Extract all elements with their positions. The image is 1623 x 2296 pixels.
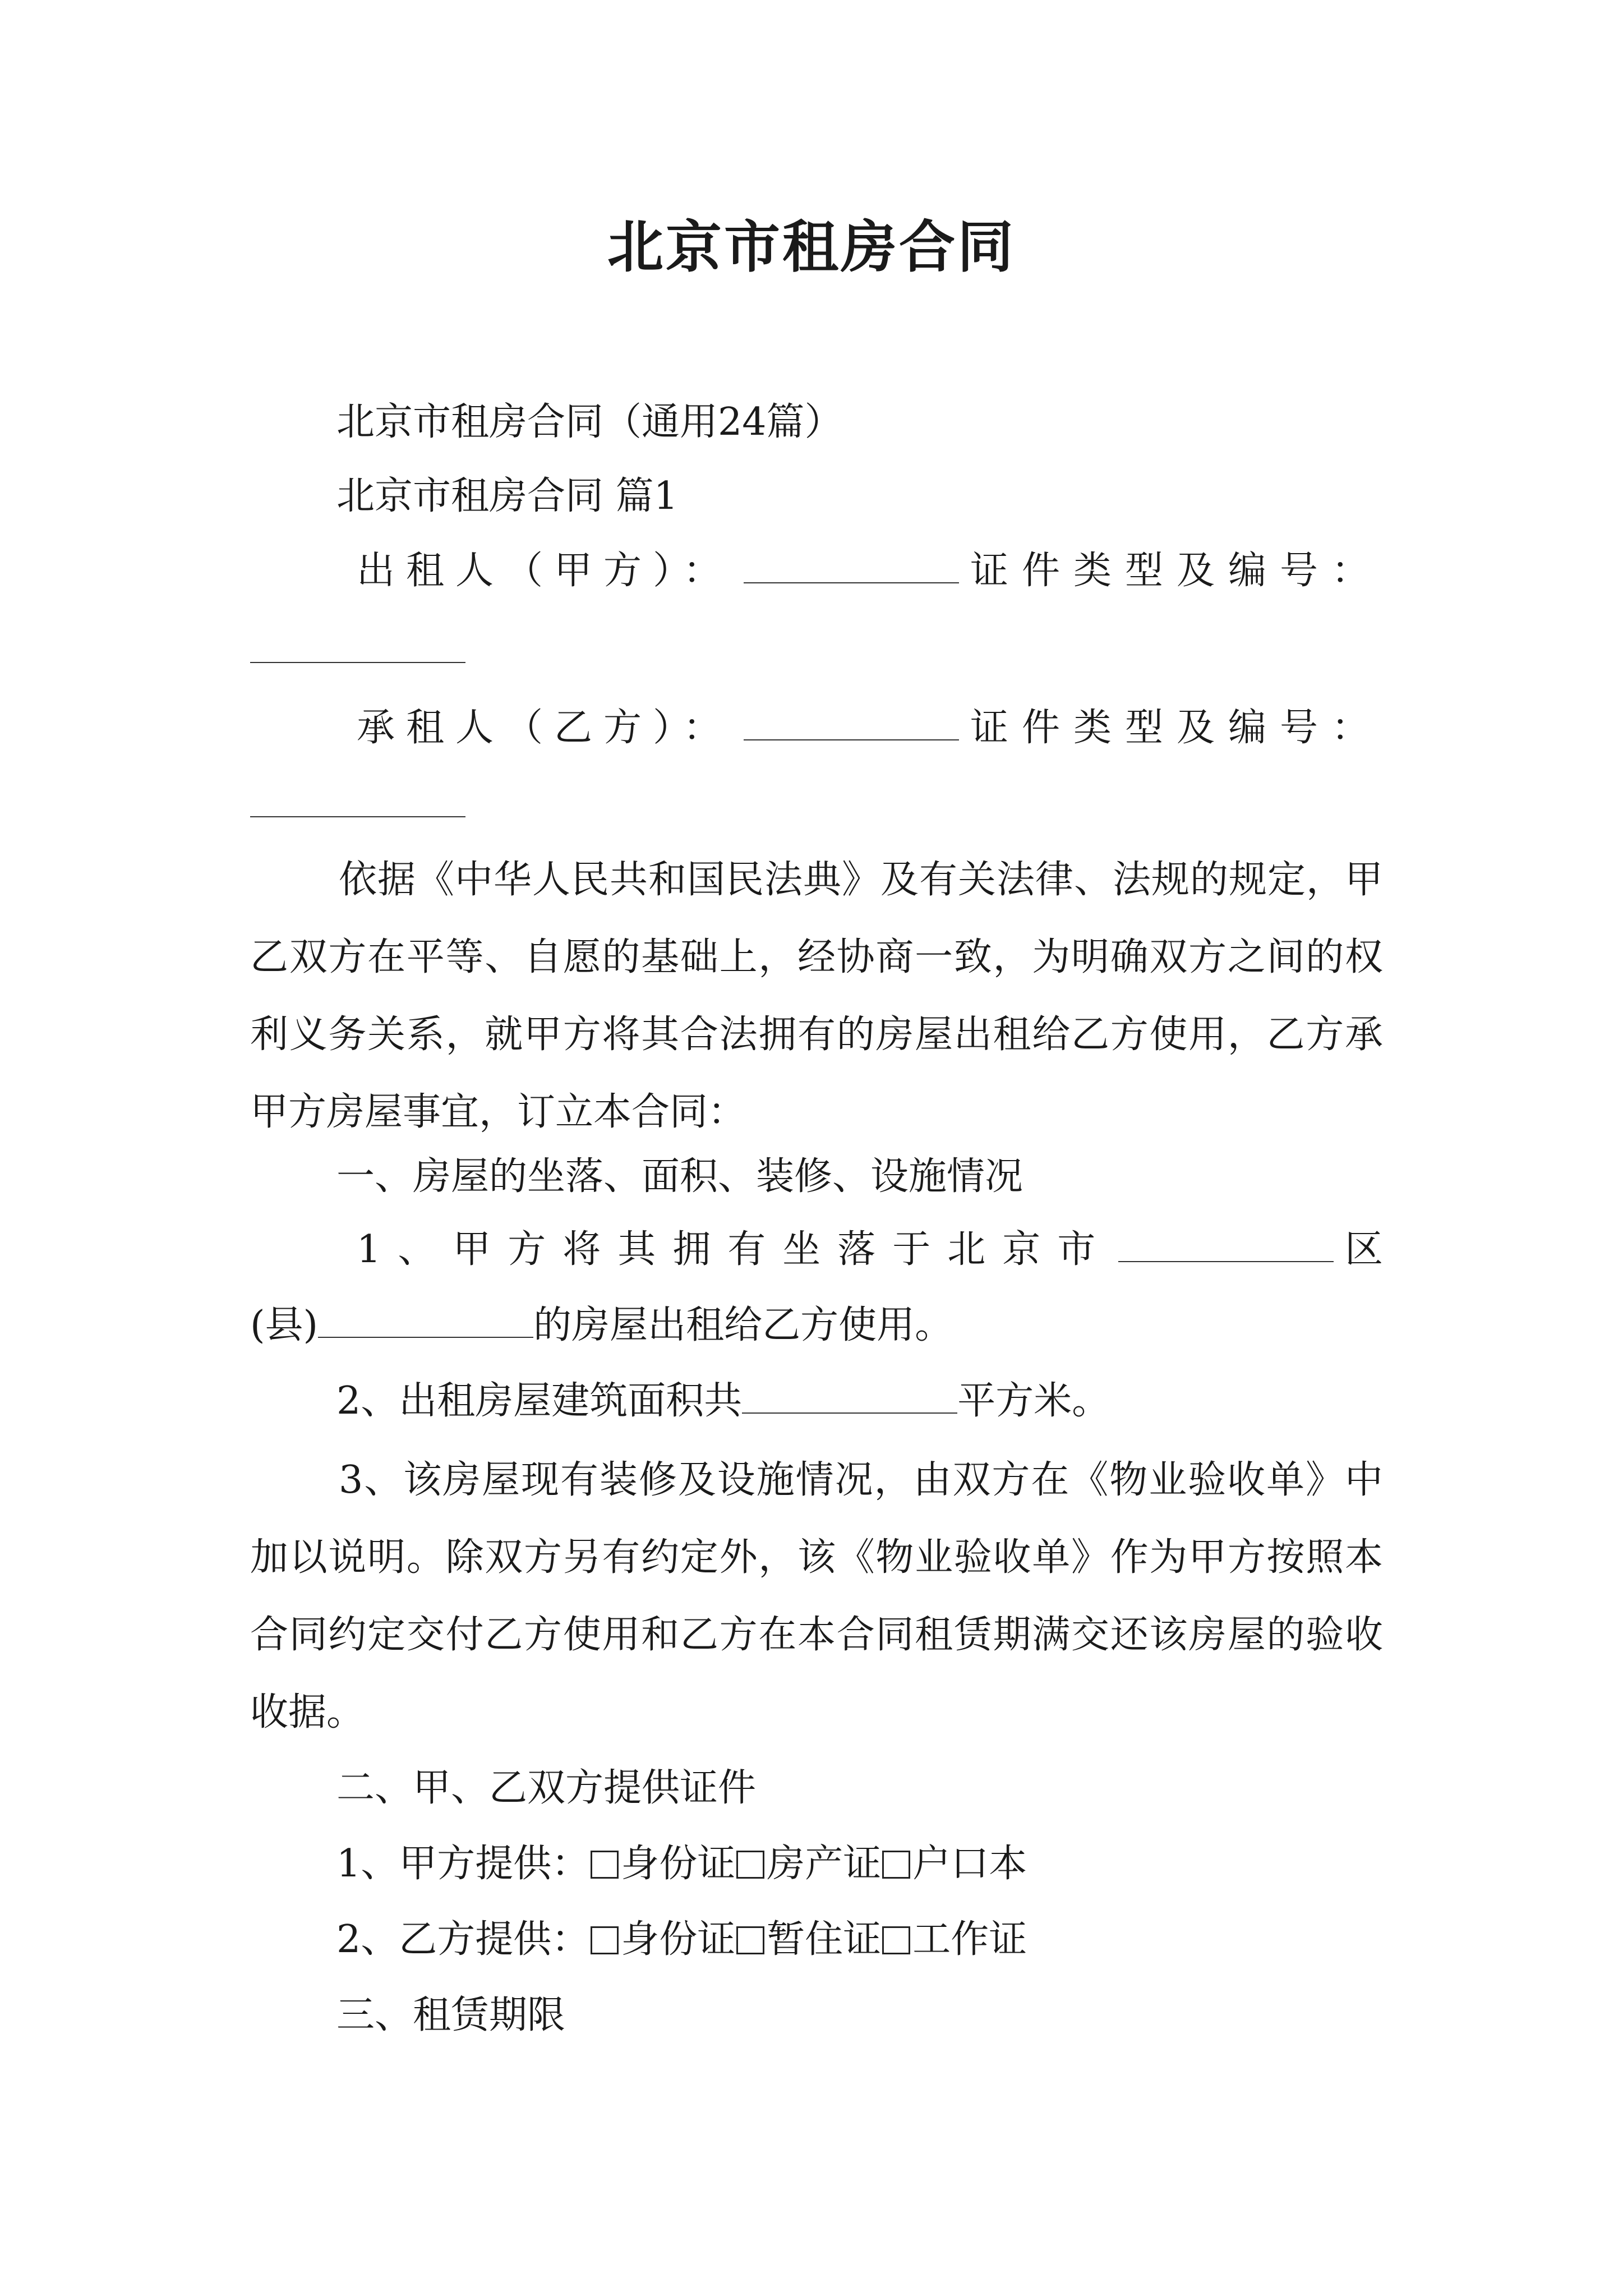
area-blank[interactable]	[742, 1380, 957, 1414]
clause-1-3-paragraph: 3、该房屋现有装修及设施情况，由双方在《物业验收单》中加以说明。除双方另有约定外，该《物业验收单》作为甲方按照本合同约定交付乙方使用和乙方在本合同租赁期满交还该房屋的验收收据。	[250, 1458, 1383, 1734]
preamble-paragraph: 依据《中华人民共和国民法典》及有关法律、法规的规定，甲乙双方在平等、自愿的基础上，经协商一致，为明确双方之间的权利义务关系，就甲方将其合法拥有的房屋出租给乙方使用，乙方承甲方房屋事宜，订立本合同：	[250, 858, 1383, 1134]
clause-1-2	[336, 1374, 1110, 1428]
lessor-id-blank[interactable]	[250, 662, 465, 663]
clause-2-1-prefix: 1、甲方提供：	[336, 1842, 590, 1886]
checkbox[interactable]	[882, 1926, 910, 1954]
subtitle: 北京市租房合同（通用24篇）	[336, 400, 843, 444]
address-blank[interactable]	[318, 1304, 533, 1338]
clause-1-2-text: 2、出租房屋建筑面积共	[336, 1379, 743, 1423]
clause-2-2-option-1: 身份证	[621, 1917, 736, 1962]
clause-2-1-option-1: 身份证	[621, 1842, 736, 1886]
lessee-id-blank[interactable]	[250, 816, 465, 817]
checkbox[interactable]	[736, 1926, 764, 1954]
clause-2-1	[336, 1837, 1027, 1891]
clause-2-1-option-2: 房产证	[767, 1842, 882, 1886]
article-2-title: 二、甲、乙双方提供证件	[336, 1766, 757, 1810]
clause-2-1-option-3: 户口本	[912, 1842, 1027, 1886]
lessee-id-label: 证件类型及编号：	[970, 706, 1383, 750]
checkbox[interactable]	[591, 1926, 619, 1954]
lessor-label: 出租人（甲方）：	[357, 549, 733, 593]
lessee-row	[357, 701, 1383, 755]
clause-1-1-text: 1、甲方将其拥有坐落于北京市	[357, 1227, 1113, 1272]
section-heading: 北京市租房合同 篇1	[336, 474, 678, 518]
clause-1-1-county: (县)	[250, 1303, 319, 1347]
district-blank[interactable]	[1118, 1228, 1334, 1262]
document-title: 北京市租房合同	[607, 214, 1016, 280]
clause-2-2-option-2: 暂住证	[767, 1917, 882, 1962]
clause-1-1-tail: 的房屋出租给乙方使用。	[533, 1303, 953, 1347]
lessor-name-blank[interactable]	[744, 550, 959, 583]
clause-1-1-district: 区	[1344, 1227, 1383, 1272]
lessor-row	[357, 544, 1383, 598]
lessee-name-blank[interactable]	[744, 707, 959, 740]
lessor-id-label: 证件类型及编号：	[970, 549, 1383, 593]
article-3-title: 三、租赁期限	[336, 1993, 566, 2037]
checkbox[interactable]	[736, 1851, 764, 1879]
article-1-title: 一、房屋的坐落、面积、装修、设施情况	[336, 1154, 1023, 1199]
clause-2-2-option-3: 工作证	[912, 1917, 1027, 1962]
clause-2-2-prefix: 2、乙方提供：	[336, 1917, 590, 1962]
lessee-label: 承租人（乙方）：	[357, 706, 733, 750]
clause-2-2	[336, 1913, 1027, 1967]
checkbox[interactable]	[882, 1851, 910, 1879]
clause-1-2-unit: 平方米。	[957, 1379, 1110, 1423]
clause-1-1-row	[357, 1223, 1383, 1277]
checkbox[interactable]	[591, 1851, 619, 1879]
clause-1-1-continued	[250, 1299, 953, 1352]
